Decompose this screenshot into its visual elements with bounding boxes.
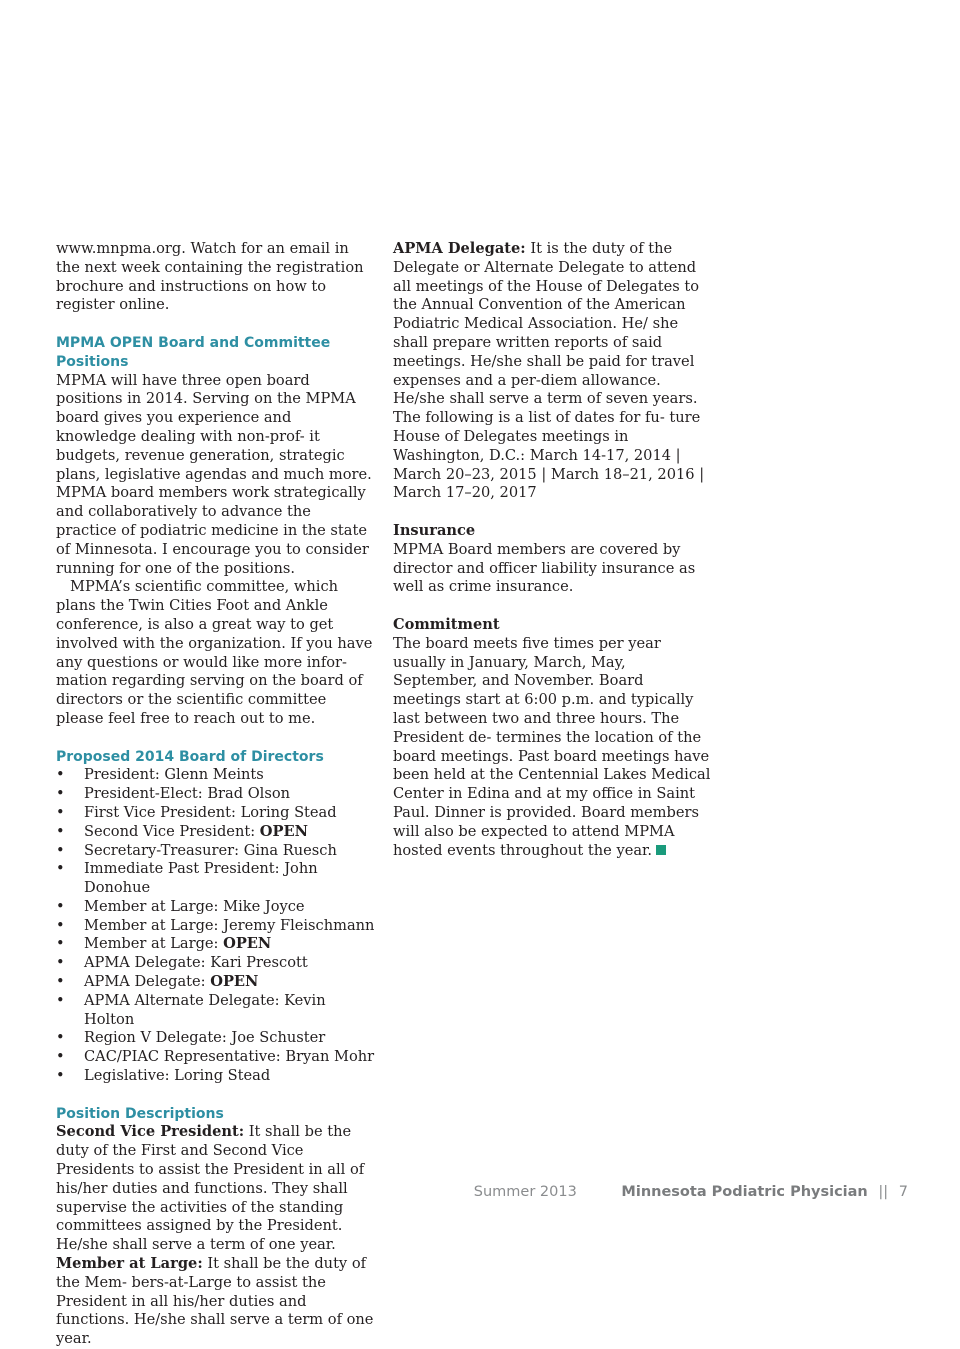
bullet-icon: • [56,935,65,953]
board-position-label: Region V Delegate: [84,1029,232,1047]
open-positions-paragraph-1: MPMA will have three open board positions in 2014. Serving on the MPMA board gives you experience and knowledge dealing with non-prof- it budgets, revenue generation, strategic plans, legislative agendas and much more. MPMA board members work strategically and collaboratively to advance the practice of podiatric medicine in the state of Minnesota. I encourage you to consider running for one of the positions. [56,371,372,577]
left-column [56,240,376,1349]
board-list-item [56,1048,376,1067]
board-position-holder: OPEN [210,973,259,991]
board-position-holder: OPEN [259,822,308,840]
board-position-holder: Loring Stead [240,803,337,821]
right-column [393,240,711,860]
second-vp-label: Second Vice President: [56,1123,245,1141]
board-list-item [56,917,376,936]
end-of-article-icon [656,845,666,855]
position-descriptions-heading: Position Descriptions [56,1105,224,1122]
board-list-item [56,935,376,954]
insurance-heading: Insurance [393,521,476,539]
intro-paragraph: www.mnpma.org. Watch for an email in the next week containing the registration brochure and instructions on how to register online. [56,240,364,314]
apma-delegate-description [393,240,711,503]
bullet-icon: • [56,991,65,1009]
board-position-holder: Jeremy Fleischmann [223,916,375,934]
commitment-text: The board meets five times per year usually in January, March, May, September, and November. Board meetings start at 6:00 p.m. and typically last between two and three hours. The President de- termines the location of the board meetings. Past board meetings have been held at the Centennial Lakes Medical Center in Edina and at my office in Saint Paul. Dinner is provided. Board members will also be expected to attend MPMA hosted events throughout the year. [393,634,711,859]
board-position-holder: Gina Ruesch [243,841,337,859]
board-position-label: Member at Large: [84,916,224,934]
footer-issue-date: Summer 2013 [473,1184,577,1200]
board-list-item [56,860,376,898]
board-position-label: Member at Large: [84,935,224,953]
apma-delegate-label: APMA Delegate: [393,240,526,257]
board-heading: Proposed 2014 Board of Directors [56,748,324,765]
board-position-holder: Kari Prescott [210,954,308,972]
insurance-paragraph: MPMA Board members are covered by director and officer liability insurance as well as crime insurance. [393,540,696,596]
board-position-label: President: [84,766,165,784]
bullet-icon: • [56,954,65,972]
board-position-label: APMA Alternate Delegate: [84,991,285,1009]
board-list-item [56,766,376,785]
apma-delegate-text: It is the duty of the Delegate or Alternate Delegate to attend all meetings of the House of Delegates to the Annual Convention of the American Podiatric Medical Association. He/ she shall prepare written reports of said meetings. He/she shall be paid for travel expenses and a per-diem allowance. He/she shall serve a term of seven years. The following is a list of dates for fu- ture House of Delegates meetings in Washington, D.C.: March 14-17, 2014 | March 20–23, 2015 | March 18–21, 2016 | March 17–20, 2017 [393,240,705,502]
board-position-label: APMA Delegate: [84,954,211,972]
bullet-icon: • [56,1067,65,1085]
member-at-large-text: It shall be the duty of the Mem- bers-at-Large to assist the President in all his/her duties and functions. He/she shall serve a term of one year. [56,1255,374,1348]
board-list [56,766,376,1086]
bullet-icon: • [56,973,65,991]
commitment-heading: Commitment [393,615,500,633]
board-position-label: Secretary-Treasurer: [84,841,244,859]
bullet-icon: • [56,860,65,878]
board-list-item [56,954,376,973]
commitment-paragraph [393,635,711,861]
board-position-holder: John Donohue [84,860,318,897]
board-position-holder: OPEN [223,935,272,953]
board-list-item [56,842,376,861]
board-list-item [56,898,376,917]
board-position-label: President-Elect: [84,785,208,803]
board-list-item [56,992,376,1030]
board-position-label: First Vice President: [84,803,241,821]
board-position-holder: Glenn Meints [164,766,264,784]
bullet-icon: • [56,822,65,840]
board-position-holder: Brad Olson [207,785,291,803]
board-position-label: Second Vice President: [84,822,260,840]
second-vp-text: It shall be the duty of the First and Second Vice Presidents to assist the President in all of his/her duties and functions. They shall supervise the activities of the standing committees assigned by the President. He/she shall serve a term of one year. [56,1123,365,1254]
board-position-label: Legislative: [84,1067,175,1085]
board-list-item [56,804,376,823]
page-footer [474,1184,908,1206]
footer-page-number: 7 [898,1184,908,1200]
board-list-item [56,823,376,842]
member-at-large-label: Member at Large: [56,1255,203,1273]
board-position-holder: Mike Joyce [223,897,305,915]
board-position-holder: Kevin Holton [84,991,326,1028]
board-list-item [56,785,376,804]
footer-separator: || [878,1184,889,1200]
board-list-item [56,973,376,992]
board-position-holder: Loring Stead [174,1067,271,1085]
board-position-label: CAC/PIAC Representative: [84,1048,286,1066]
bullet-icon: • [56,1048,65,1066]
board-position-label: APMA Delegate: [84,973,211,991]
bullet-icon: • [56,785,65,803]
bullet-icon: • [56,1029,65,1047]
open-positions-heading: MPMA OPEN Board and Committee Positions [56,334,331,370]
footer-magazine-title: Minnesota Podiatric Physician [621,1184,868,1200]
bullet-icon: • [56,803,65,821]
board-position-label: Member at Large: [84,897,224,915]
board-list-item [56,1029,376,1048]
second-vp-description [56,1123,376,1255]
board-position-holder: Joe Schuster [231,1029,326,1047]
bullet-icon: • [56,897,65,915]
member-at-large-description [56,1255,376,1349]
open-positions-paragraph-2: MPMA’s scientific committee, which plans the Twin Cities Foot and Ankle conference, is also a great way to get involved with the organization. If you have any questions or would like more infor- mation regarding serving on the board of directors or the scientific committee please feel free to reach out to me. [56,578,373,727]
board-list-item [56,1067,376,1086]
board-position-label: Immediate Past President: [84,860,285,878]
bullet-icon: • [56,766,65,784]
bullet-icon: • [56,841,65,859]
bullet-icon: • [56,916,65,934]
board-position-holder: Bryan Mohr [285,1048,375,1066]
